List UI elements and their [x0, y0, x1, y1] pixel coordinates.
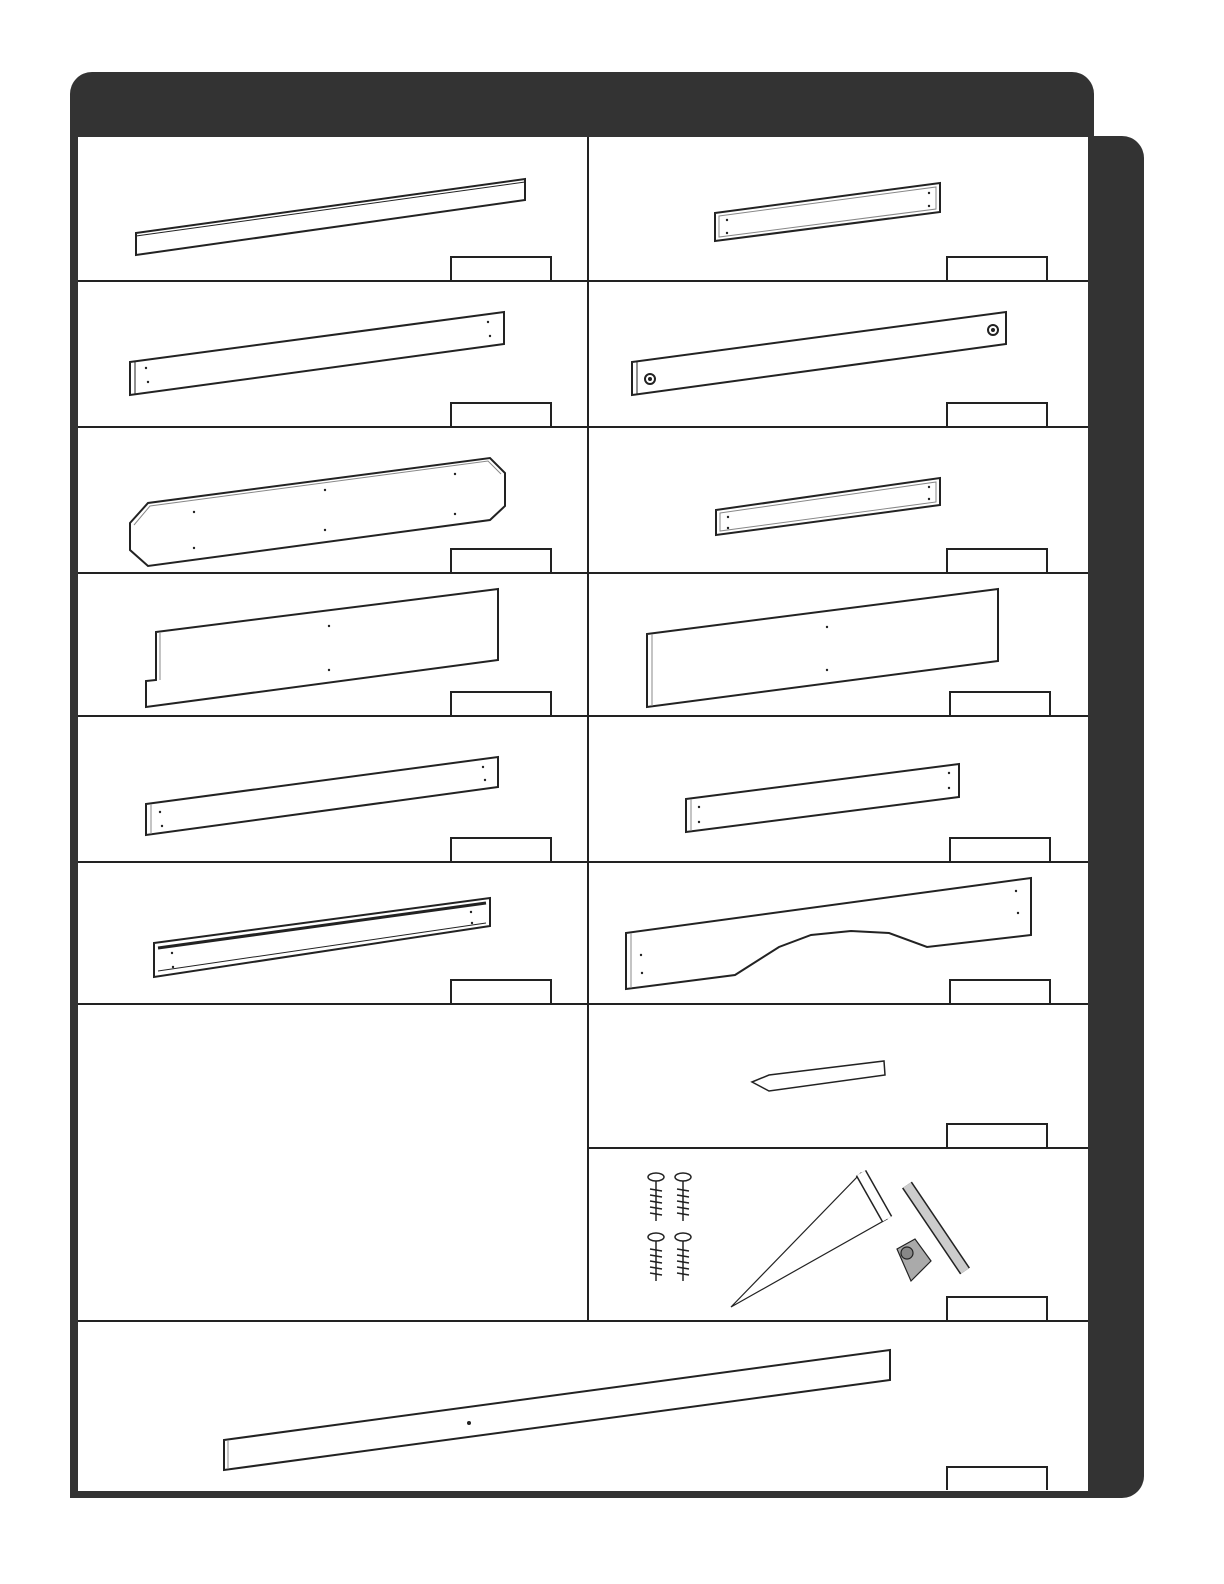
hardware-kit-drawing — [589, 1149, 1088, 1320]
part-cell-rail-long — [78, 137, 587, 280]
header-bar — [70, 72, 1094, 142]
part-label-box — [949, 979, 1051, 1003]
part-label-box — [450, 548, 552, 572]
part-cell-rail-with-grommets — [589, 282, 1088, 426]
part-label-box — [450, 402, 552, 426]
part-cell-beveled-panel — [78, 428, 587, 572]
part-label-box — [946, 256, 1048, 280]
part-label-box — [946, 402, 1048, 426]
part-cell-notched-board — [78, 574, 587, 715]
frame-bottom-edge — [70, 1490, 1094, 1498]
part-label-box — [450, 979, 552, 1003]
part-label-box — [946, 1123, 1048, 1147]
part-cell-rail-medium — [78, 717, 587, 861]
part-label-box — [946, 1296, 1048, 1320]
part-label-box — [946, 1466, 1048, 1490]
part-cell-slat-short — [589, 137, 1088, 280]
part-cell-rail-medium-2 — [589, 717, 1088, 861]
part-cell-arched-board — [589, 863, 1088, 1003]
side-tab — [1088, 136, 1144, 1498]
part-label-box — [450, 691, 552, 715]
long-beam-drawing — [78, 1322, 1088, 1490]
part-label-box — [450, 256, 552, 280]
part-cell-grooved-rail — [78, 863, 587, 1003]
part-cell-hardware-kit — [589, 1149, 1088, 1320]
part-label-box — [949, 691, 1051, 715]
part-label-box — [949, 837, 1051, 861]
part-label-box — [946, 548, 1048, 572]
frame-left-edge — [70, 136, 78, 1498]
part-cell-stake — [589, 1005, 1088, 1147]
part-label-box — [450, 837, 552, 861]
part-cell-wide-board — [589, 574, 1088, 715]
part-cell-rail-with-holes — [78, 282, 587, 426]
part-cell-long-beam — [78, 1322, 1088, 1490]
part-cell-slat-short-2 — [589, 428, 1088, 572]
